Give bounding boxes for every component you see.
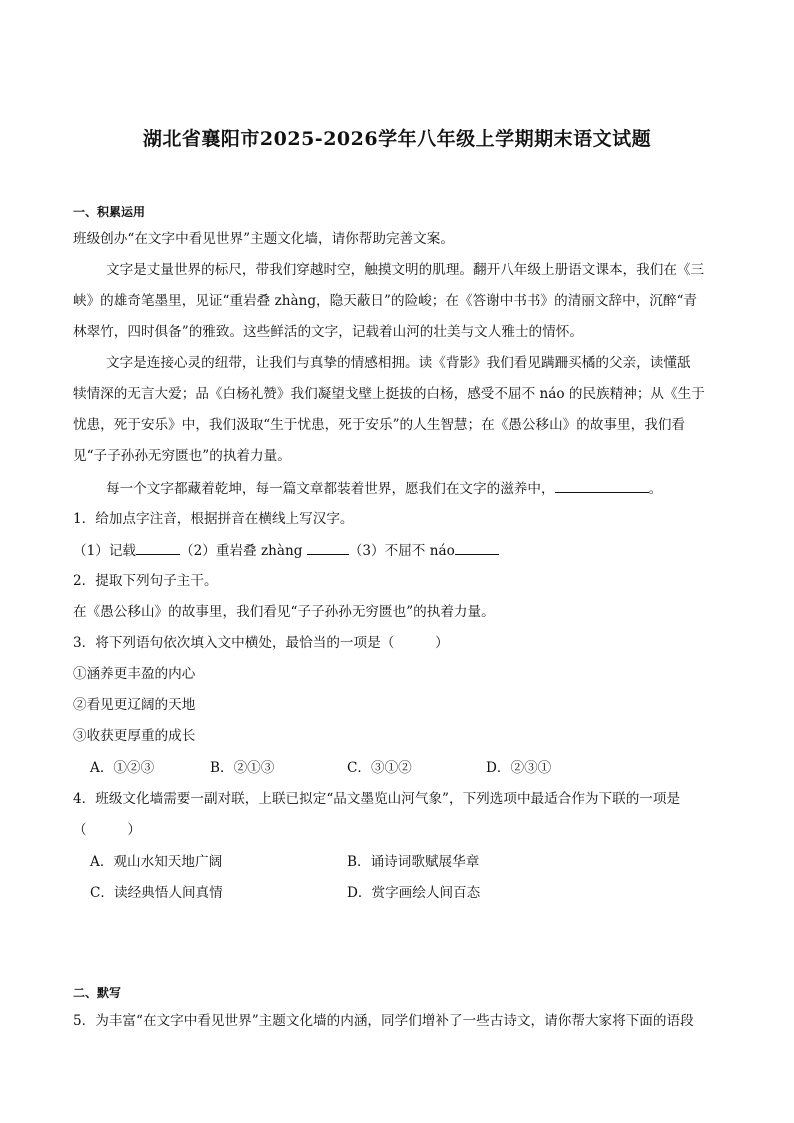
question-4: 4．班级文化墙需要一副对联，上联已拟定“品文墨览山河气象”，下列选项中最适合作为下联的一项是 (73, 791, 681, 807)
q4-option-c[interactable]: C．读经典悟人间真情 (90, 885, 223, 901)
paragraph-1-line-2: 峡》的雄奇笔墨里，见证“重岩叠 zhàng，隐天蔽日”的险峻；在《答谢中书书》的清丽文辞中，沉醉“青 (73, 293, 697, 309)
paragraph-2-line-1: 文字是连接心灵的纽带，让我们与真挚的情感相拥。读《背影》我们看见蹒跚买橘的父亲，读懂舐 (106, 355, 691, 371)
question-2-sentence: 在《愚公移山》的故事里，我们看见“子子孙孙无穷匮也”的执着力量。 (73, 604, 495, 620)
question-5: 5．为丰富“在文字中看见世界”主题文化墙的内涵，同学们增补了一些古诗文，请你帮大家将下面的语段 (73, 1013, 694, 1029)
section-heading-accumulation: 一、积累运用 (73, 205, 146, 219)
q3-option-b[interactable]: B．②①③ (210, 760, 275, 776)
paragraph-2-line-3: 忧患，死于安乐》中，我们汲取“生于忧患，死于安乐”的人生智慧；在《愚公移山》的故事里，我们看 (73, 417, 686, 433)
question-4-paren: （ ） (73, 822, 141, 838)
q4-option-b[interactable]: B．诵诗词歌赋展华章 (347, 854, 480, 870)
question-3: 3．将下列语句依次填入文中横处，最恰当的一项是（ ） (73, 635, 449, 651)
q3-option-c[interactable]: C．③①② (347, 760, 412, 776)
paragraph-3 (106, 478, 766, 499)
section-intro: 班级创办“在文字中看见世界”主题文化墙，请你帮助完善文案。 (73, 231, 454, 247)
paragraph-2-line-2: 犊情深的无言大爱；品《白杨礼赞》我们凝望戈壁上挺拔的白杨，感受不屈不 náo 的民族精神；从《生于 (73, 386, 705, 402)
q1-blank-1[interactable] (136, 540, 180, 555)
page-title: 湖北省襄阳市2025-2026学年八年级上学期期末语文试题 (142, 128, 652, 150)
paragraph-1-line-3: 林翠竹，四时俱备”的雅致。这些鲜活的文字，记载着山河的壮美与文人雅士的情怀。 (73, 324, 583, 340)
q3-item-3: ③收获更厚重的成长 (73, 728, 196, 744)
paragraph-2-line-4: 见“子子孙孙无穷匮也”的执着力量。 (73, 448, 291, 464)
question-1: 1．给加点字注音，根据拼音在横线上写汉字。 (73, 511, 354, 527)
paragraph-1-line-1: 文字是丈量世界的标尺，带我们穿越时空，触摸文明的肌理。翻开八年级上册语文课本，我们在《三 (106, 262, 705, 278)
question-1-parts (73, 540, 733, 561)
q3-option-a[interactable]: A．①②③ (90, 760, 155, 776)
paragraph-3-text: 每一个文字都藏着乾坤，每一篇文章都装着世界，愿我们在文字的滋养中， (106, 481, 555, 497)
q4-option-a[interactable]: A．观山水知天地广阔 (90, 854, 223, 870)
q1-part-1: （1）记载 (73, 543, 137, 559)
q1-blank-3[interactable] (455, 540, 499, 555)
paragraph-3-end: 。 (648, 481, 663, 497)
q1-part-3: （3）不屈不 náo (348, 543, 455, 559)
q3-item-2: ②看见更辽阔的天地 (73, 697, 196, 713)
answer-blank[interactable] (555, 478, 649, 493)
q4-option-d[interactable]: D．赏字画绘人间百态 (347, 885, 481, 901)
q1-blank-2[interactable] (307, 540, 349, 555)
q3-option-d[interactable]: D．②③① (486, 760, 552, 776)
question-2: 2．提取下列句子主干。 (73, 573, 218, 589)
q3-item-1: ①涵养更丰盈的内心 (73, 666, 196, 682)
q1-part-2: （2）重岩叠 zhàng (180, 543, 307, 559)
section-heading-dictation: 二、默写 (73, 986, 122, 1000)
